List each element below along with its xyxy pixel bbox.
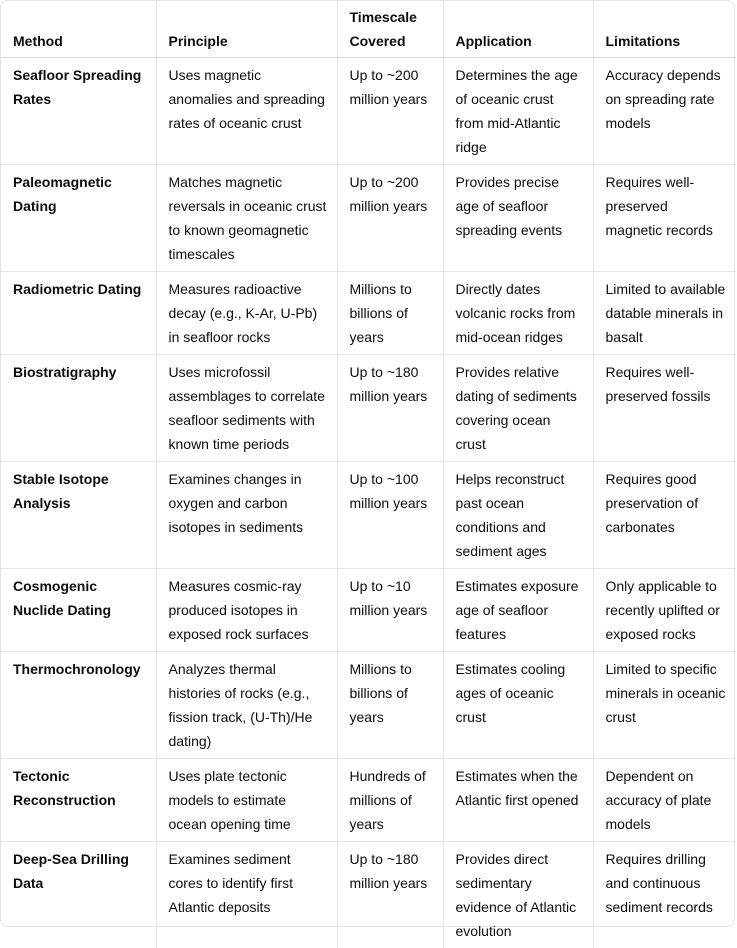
cell-application: Provides direct sedimentary evidence of Atlantic evolution	[443, 842, 593, 948]
cell-principle: Measures radioactive decay (e.g., K-Ar, U-Pb) in seafloor rocks	[156, 272, 337, 355]
cell-timescale: Millions to billions of years	[337, 272, 443, 355]
cell-application: Provides precise age of seafloor spreading events	[443, 165, 593, 272]
cell-principle: Uses plate tectonic models to estimate ocean opening time	[156, 759, 337, 842]
cell-limitations: Limited to available datable minerals in basalt	[593, 272, 736, 355]
table-row	[1, 272, 736, 355]
cell-limitations: Accuracy depends on spreading rate models	[593, 58, 736, 165]
cell-method: Deep-Sea Drilling Data	[1, 842, 156, 948]
cell-principle: Analyzes thermal histories of rocks (e.g., fission track, (U-Th)/He dating)	[156, 652, 337, 759]
cell-method: Seafloor Spreading Rates	[1, 58, 156, 165]
cell-timescale: Up to ~200 million years	[337, 58, 443, 165]
cell-method: Radiometric Dating	[1, 272, 156, 355]
dating-methods-table	[1, 1, 736, 948]
cell-timescale: Up to ~180 million years	[337, 842, 443, 948]
cell-method: Biostratigraphy	[1, 355, 156, 462]
cell-limitations: Requires well-preserved fossils	[593, 355, 736, 462]
cell-method: Thermochronology	[1, 652, 156, 759]
table-row	[1, 569, 736, 652]
table-row	[1, 462, 736, 569]
cell-limitations: Limited to specific minerals in oceanic crust	[593, 652, 736, 759]
cell-limitations: Requires good preservation of carbonates	[593, 462, 736, 569]
header-application: Application	[443, 1, 593, 58]
table-row	[1, 652, 736, 759]
cell-timescale: Up to ~180 million years	[337, 355, 443, 462]
cell-application: Estimates exposure age of seafloor features	[443, 569, 593, 652]
cell-application: Directly dates volcanic rocks from mid-ocean ridges	[443, 272, 593, 355]
cell-principle: Matches magnetic reversals in oceanic crust to known geomagnetic timescales	[156, 165, 337, 272]
cell-method: Cosmogenic Nuclide Dating	[1, 569, 156, 652]
cell-application: Helps reconstruct past ocean conditions and sediment ages	[443, 462, 593, 569]
cell-timescale: Up to ~100 million years	[337, 462, 443, 569]
cell-limitations: Dependent on accuracy of plate models	[593, 759, 736, 842]
cell-principle: Measures cosmic-ray produced isotopes in exposed rock surfaces	[156, 569, 337, 652]
cell-principle: Uses microfossil assemblages to correlate seafloor sediments with known time periods	[156, 355, 337, 462]
cell-timescale: Hundreds of millions of years	[337, 759, 443, 842]
cell-method: Paleomagnetic Dating	[1, 165, 156, 272]
header-principle: Principle	[156, 1, 337, 58]
header-limitations: Limitations	[593, 1, 736, 58]
header-method: Method	[1, 1, 156, 58]
cell-principle: Examines sediment cores to identify first Atlantic deposits	[156, 842, 337, 948]
header-row	[1, 1, 736, 58]
table-row	[1, 355, 736, 462]
cell-application: Determines the age of oceanic crust from mid-Atlantic ridge	[443, 58, 593, 165]
cell-limitations: Requires well-preserved magnetic records	[593, 165, 736, 272]
table-row	[1, 58, 736, 165]
header-timescale: Timescale Covered	[337, 1, 443, 58]
cell-principle: Uses magnetic anomalies and spreading rates of oceanic crust	[156, 58, 337, 165]
cell-timescale: Up to ~200 million years	[337, 165, 443, 272]
table-row	[1, 759, 736, 842]
table-row	[1, 842, 736, 948]
cell-principle: Examines changes in oxygen and carbon isotopes in sediments	[156, 462, 337, 569]
cell-timescale: Millions to billions of years	[337, 652, 443, 759]
cell-application: Estimates cooling ages of oceanic crust	[443, 652, 593, 759]
cell-application: Estimates when the Atlantic first opened	[443, 759, 593, 842]
cell-application: Provides relative dating of sediments covering ocean crust	[443, 355, 593, 462]
cell-method: Stable Isotope Analysis	[1, 462, 156, 569]
cell-limitations: Only applicable to recently uplifted or exposed rocks	[593, 569, 736, 652]
cell-method: Tectonic Reconstruction	[1, 759, 156, 842]
cell-limitations: Requires drilling and continuous sediment records	[593, 842, 736, 948]
table-row	[1, 165, 736, 272]
cell-timescale: Up to ~10 million years	[337, 569, 443, 652]
